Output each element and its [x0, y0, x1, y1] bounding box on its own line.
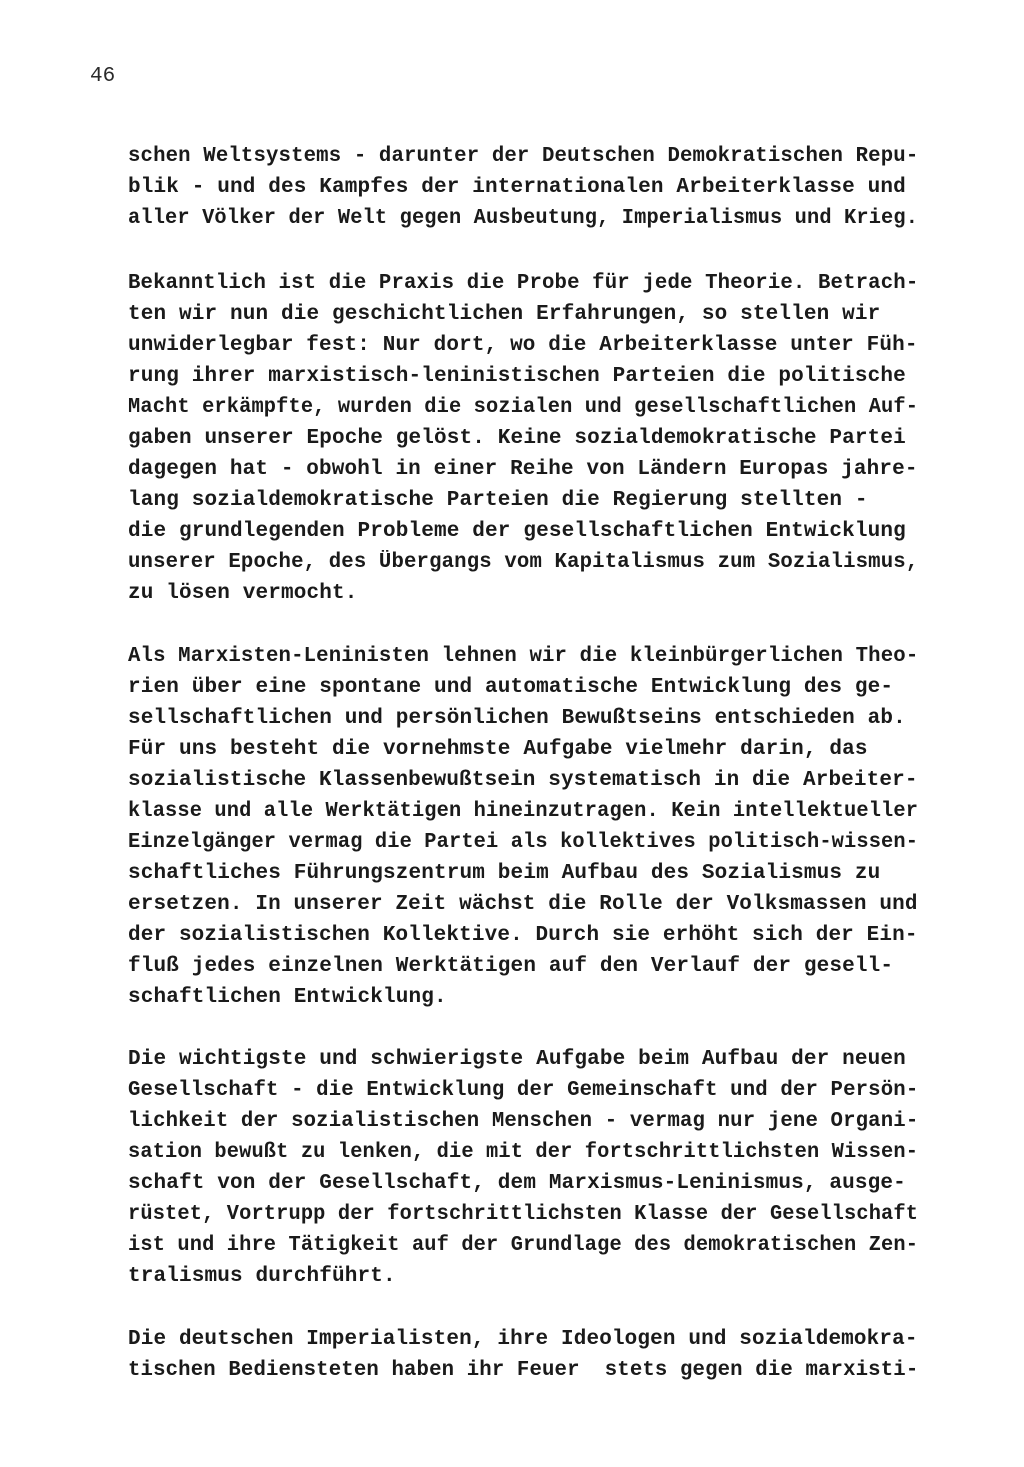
text-line: gaben unserer Epoche gelöst. Keine sozialdemokratische Partei — [128, 427, 906, 450]
text-line: Macht erkämpfte, wurden die sozialen und gesellschaftlichen Auf- — [128, 396, 919, 419]
text-line: schaft von der Gesellschaft, dem Marxismus-Leninismus, ausge- — [128, 1172, 906, 1195]
text-line: sation bewußt zu lenken, die mit der fortschrittlichsten Wissen- — [128, 1141, 919, 1164]
text-line: lang sozialdemokratische Parteien die Regierung stellten - — [128, 489, 868, 512]
text-line: Die deutschen Imperialisten, ihre Ideologen und sozialdemokra- — [128, 1328, 918, 1351]
text-line: Für uns besteht die vornehmste Aufgabe vielmehr darin, das — [128, 738, 868, 761]
text-line: rien über eine spontane und automatische Entwicklung des ge- — [128, 676, 894, 699]
text-line: Als Marxisten-Leninisten lehnen wir die kleinbürgerlichen Theo- — [128, 645, 919, 668]
text-line: Die wichtigste und schwierigste Aufgabe beim Aufbau der neuen — [128, 1048, 906, 1071]
text-line: klasse und alle Werktätigen hineinzutragen. Kein intellektueller — [128, 800, 919, 823]
text-line: rüstet, Vortrupp der fortschrittlichsten Klasse der Gesellschaft — [128, 1203, 919, 1226]
text-line: dagegen hat - obwohl in einer Reihe von Ländern Europas jahre- — [128, 458, 918, 481]
text-line: blik - und des Kampfes der internationalen Arbeiterklasse und — [128, 176, 906, 199]
text-line: rung ihrer marxistisch-leninistischen Parteien die politische — [128, 365, 906, 388]
text-line: unserer Epoche, des Übergangs vom Kapitalismus zum Sozialismus, — [128, 551, 919, 574]
text-line: der sozialistischen Kollektive. Durch sie erhöht sich der Ein- — [128, 924, 918, 947]
text-line: sellschaftlichen und persönlichen Bewußtseins entschieden ab. — [128, 707, 906, 730]
text-line: schen Weltsystems - darunter der Deutschen Demokratischen Repu- — [128, 145, 919, 168]
text-line: ersetzen. In unserer Zeit wächst die Rolle der Volksmassen und — [128, 893, 918, 916]
text-line: unwiderlegbar fest: Nur dort, wo die Arbeiterklasse unter Füh- — [128, 334, 918, 357]
text-line: fluß jedes einzelnen Werktätigen auf den Verlauf der gesell- — [128, 955, 894, 978]
text-line: ist und ihre Tätigkeit auf der Grundlage des demokratischen Zen- — [128, 1234, 919, 1257]
text-line: schaftlichen Entwicklung. — [128, 986, 447, 1009]
page-number: 46 — [90, 65, 116, 88]
text-line: tralismus durchführt. — [128, 1265, 396, 1288]
text-line: ten wir nun die geschichtlichen Erfahrungen, so stellen wir — [128, 303, 881, 326]
text-line: aller Völker der Welt gegen Ausbeutung, Imperialismus und Krieg. — [128, 207, 919, 230]
text-line: Einzelgänger vermag die Partei als kollektives politisch-wissen- — [128, 831, 919, 854]
text-line: Bekanntlich ist die Praxis die Probe für jede Theorie. Betrach- — [128, 272, 919, 295]
text-line: sozialistische Klassenbewußtsein systematisch in die Arbeiter- — [128, 769, 918, 792]
text-line: zu lösen vermocht. — [128, 582, 358, 605]
text-line: lichkeit der sozialistischen Menschen - vermag nur jene Organi- — [128, 1110, 919, 1133]
text-line: die grundlegenden Probleme der gesellschaftlichen Entwicklung — [128, 520, 906, 543]
text-line: tischen Bediensteten haben ihr Feuer stets gegen die marxisti- — [128, 1359, 919, 1382]
text-line: schaftliches Führungszentrum beim Aufbau des Sozialismus zu — [128, 862, 881, 885]
text-line: Gesellschaft - die Entwicklung der Gemeinschaft und der Persön- — [128, 1079, 919, 1102]
